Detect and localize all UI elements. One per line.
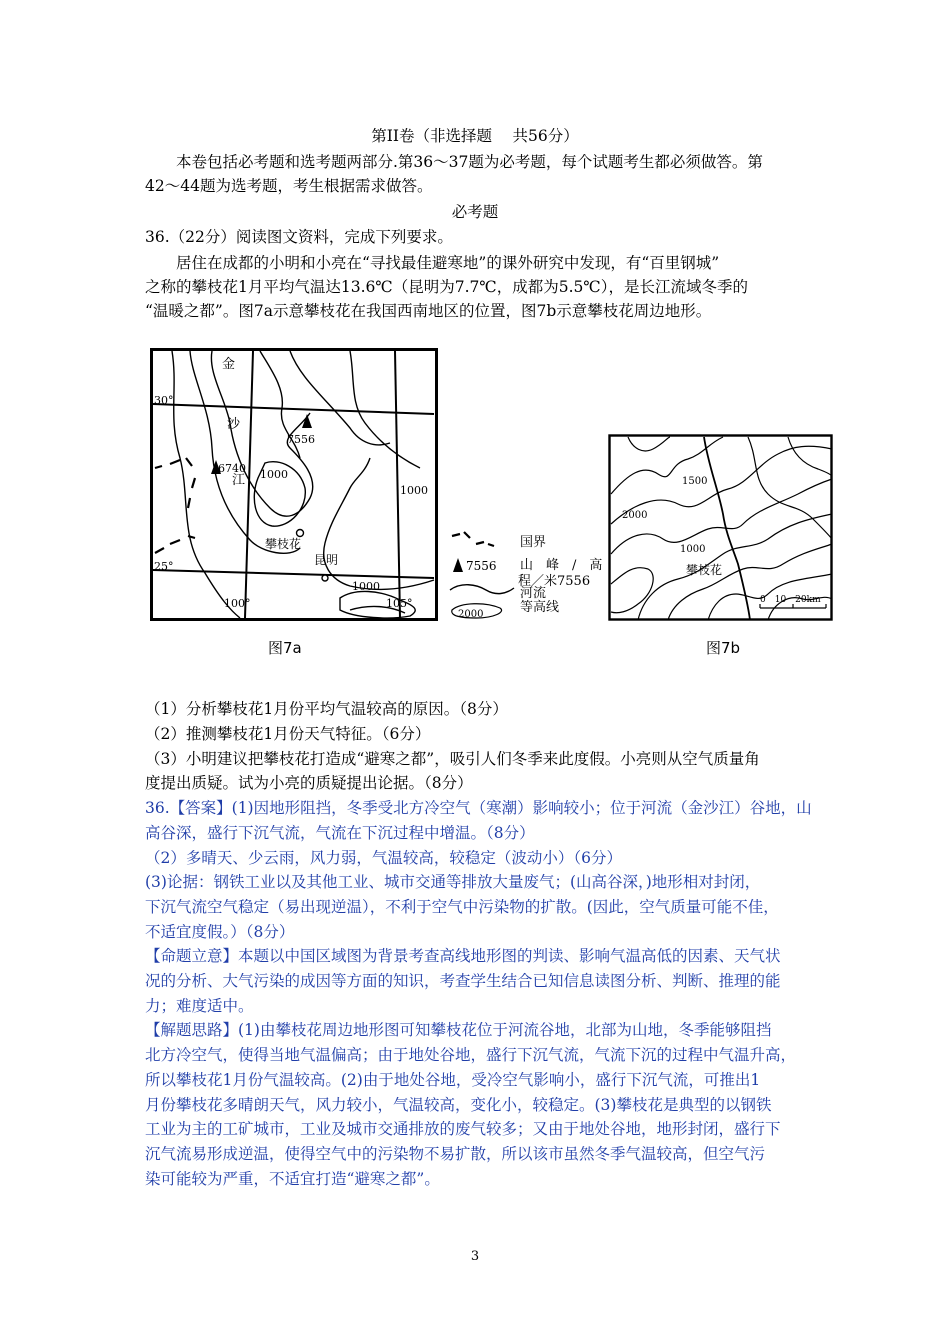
label-contour-1000: 1000 <box>680 544 706 555</box>
intro-line-1: 本卷包括必考题和选考题两部分.第36～37题为必考题，每个试题考生都必须做答。第 <box>176 153 763 171</box>
answer-line-1: 36.【答案】(1)因地形阻挡，冬季受北方冷空气（寒潮）影响较小；位于河流（金沙江）谷地，山 <box>145 799 812 817</box>
reasoning-line-4: 月份攀枝花多晴朗天气，风力较小，气温较高，变化小，较稳定。(3)攀枝花是典型的以钢铁 <box>145 1096 772 1114</box>
legend-river: 河流 <box>520 586 547 601</box>
intro-line-2: 42～44题为选考题，考生根据需求做答。 <box>145 177 433 195</box>
legend-contour-sample: 2000 <box>458 609 484 620</box>
question-36-head: 36.（22分）阅读图文资料，完成下列要求。 <box>145 228 453 246</box>
label-sha: 沙 <box>227 417 241 432</box>
required-heading: 必考题 <box>451 203 499 221</box>
label-peak-6740: 6740 <box>218 462 246 475</box>
label-contour-1000-a: 1000 <box>260 468 288 481</box>
label-lat-30: 30° <box>154 394 174 407</box>
legend-peak-desc-2: 程／米7556 <box>518 574 591 589</box>
label-jin: 金 <box>222 357 236 372</box>
intent-line-1: 【命题立意】本题以中国区域图为背景考查高线地形图的判读、影响气温高低的因素、天气状 <box>145 947 781 965</box>
label-peak-7556: 7556 <box>287 433 315 446</box>
question-para-2: 之称的攀枝花1月平均气温达13.6℃（昆明为7.7℃，成都为5.5℃），是长江流域冬季的 <box>145 278 748 296</box>
intent-line-2: 况的分析、大气污染的成因等方面的知识，考查学生结合已知信息读图分析、判断、推理的能 <box>145 972 781 990</box>
label-lat-25: 25° <box>154 560 174 573</box>
sub-question-2: （2）推测攀枝花1月份天气特征。（6分） <box>145 725 431 743</box>
label-scale: 0 10 20km <box>760 595 821 605</box>
answer-line-2: 高谷深，盛行下沉气流，气流在下沉过程中增温。（8分） <box>145 824 535 842</box>
page-number: 3 <box>470 1249 480 1264</box>
question-para-1: 居住在成都的小明和小亮在“寻找最佳避寒地”的课外研究中发现，有“百里钢城” <box>176 254 720 272</box>
legend-border: 国界 <box>520 535 547 550</box>
reasoning-line-7: 染可能较为严重，不适宜打造“避寒之都”。 <box>145 1170 440 1188</box>
answer-line-3: （2）多晴天、少云雨，风力弱，气温较高，较稳定（波动小）（6分） <box>145 849 622 867</box>
figure-7a-map <box>150 348 440 623</box>
figure-7b-caption: 图7b <box>706 639 741 657</box>
label-panzhihua: 攀枝花 <box>265 537 302 551</box>
figure-7b-map <box>608 434 834 622</box>
intent-line-3: 力；难度适中。 <box>145 997 254 1015</box>
label-contour-1500: 1500 <box>682 476 708 487</box>
answer-line-5: 下沉气流空气稳定（易出现逆温），不利于空气中污染物的扩散。(因此，空气质量可能不佳， <box>145 898 779 916</box>
section-title: 第II卷（非选择题 共56分） <box>371 127 579 145</box>
label-city-panzhihua: 攀枝花 <box>686 563 723 577</box>
label-contour-2000: 2000 <box>622 510 648 521</box>
figure-7a-caption: 图7a <box>268 639 302 657</box>
reasoning-line-1: 【解题思路】(1)由攀枝花周边地形图可知攀枝花位于河流谷地，北部为山地，冬季能够阻挡 <box>145 1021 772 1039</box>
reasoning-line-3: 所以攀枝花1月份气温较高。(2)由于地处谷地，受冷空气影响小，盛行下沉气流，可推出1 <box>145 1071 761 1089</box>
label-lon-105: 105° <box>386 597 413 610</box>
legend-contour: 等高线 <box>520 600 560 615</box>
answer-line-4: (3)论据：钢铁工业以及其他工业、城市交通等排放大量废气；(山高谷深，)地形相对封闭， <box>145 873 761 891</box>
label-contour-1000-b: 1000 <box>400 484 428 497</box>
sub-question-3b: 度提出质疑。试为小亮的质疑提出论据。（8分） <box>145 774 473 792</box>
legend-peak-sample: 7556 <box>466 559 497 573</box>
label-jiang: 江 <box>232 473 246 488</box>
label-kunming: 昆明 <box>314 553 339 567</box>
reasoning-line-6: 沉气流易形成逆温，使得空气中的污染物不易扩散，所以该市虽然冬季气温较高，但空气污 <box>145 1145 766 1163</box>
reasoning-line-5: 工业为主的工矿城市，工业及城市交通排放的废气较多；又由于地处谷地，地形封闭，盛行下 <box>145 1120 781 1138</box>
sub-question-1: （1）分析攀枝花1月份平均气温较高的原因。（8分） <box>145 700 508 718</box>
sub-question-3a: （3）小明建议把攀枝花打造成“避寒之都”，吸引人们冬季来此度假。小亮则从空气质量角 <box>145 750 760 768</box>
legend-peak-desc-1: 山 峰 / 高 <box>520 558 603 573</box>
reasoning-line-2: 北方冷空气，使得当地气温偏高；由于地处谷地，盛行下沉气流，气流下沉的过程中气温升高， <box>145 1046 797 1064</box>
answer-line-6: 不适宜度假。）（8分） <box>145 923 295 941</box>
label-contour-1000-c: 1000 <box>352 580 380 593</box>
question-para-3: “温暖之都”。图7a示意攀枝花在我国西南地区的位置，图7b示意攀枝花周边地形。 <box>145 302 712 320</box>
label-lon-100: 100° <box>224 597 251 610</box>
